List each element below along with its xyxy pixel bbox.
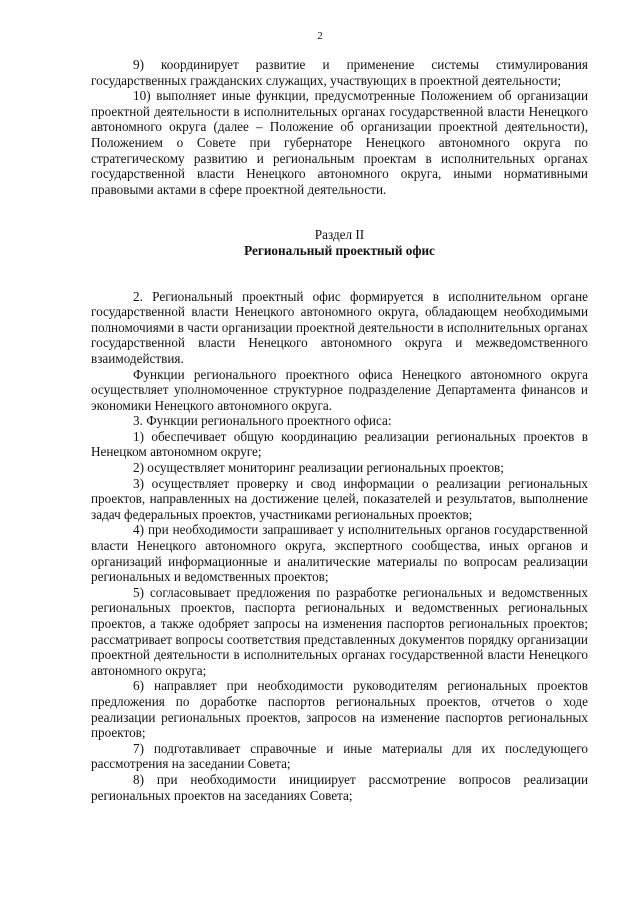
paragraph-function-5: 5) согласовывает предложения по разработке региональных и ведомственных региональных проектов, паспорта региональных и ведомственных региональных проектов, а также одобряет запросы на изменения паспортов региональных проектов; рассматривает вопросы соответствия представленных документов порядку организации проектной деятельности в исполнительных органах государственной власти Ненецкого автономного округа; xyxy=(91,584,588,678)
paragraph-function-6: 6) направляет при необходимости руководителям региональных проектов предложения по доработке паспортов региональных проектов, отчетов о ходе реализации региональных проектов, запросов на изменение паспортов региональных проектов; xyxy=(91,678,588,741)
page-number: 2 xyxy=(317,30,323,42)
section-title: Региональный проектный офис xyxy=(244,242,435,258)
paragraph-function-8: 8) при необходимости инициирует рассмотрение вопросов реализации региональных проектов на заседаниях Совета; xyxy=(91,771,588,803)
section-label: Раздел II xyxy=(314,227,365,243)
paragraph-item-10: 10) выполняет иные функции, предусмотренные Положением об организации проектной деятельности в исполнительных органах государственной власти Ненецкого автономного округа (далее – Положение об организации проектной деятельности), Положением о Совете при губернаторе Ненецкого автономного округа по стратегическому развитию и региональным проектам в исполнительных органах государственной власти Ненецкого автономного округа, иными нормативными правовыми актами в сфере проектной деятельности. xyxy=(91,88,588,197)
paragraph-function-2: 2) осуществляет мониторинг реализации региональных проектов; xyxy=(133,460,504,476)
paragraph-clause-3: 3. Функции регионального проектного офиса: xyxy=(133,413,392,429)
paragraph-function-4: 4) при необходимости запрашивает у исполнительных органов государственной власти Ненецкого автономного округа, экспертного сообщества, иных органов и организаций информационные и аналитические материалы по вопросам реализации региональных и ведомственных проектов; xyxy=(91,522,588,585)
paragraph-function-3: 3) осуществляет проверку и свод информации о реализации региональных проектов, направленных на достижение целей, показателей и результатов, выполнение задач федеральных проектов, участниками региональных проектов; xyxy=(91,475,588,522)
document-body xyxy=(91,57,588,803)
paragraph-function-1: 1) обеспечивает общую координацию реализации региональных проектов в Ненецком автономном округе; xyxy=(91,428,588,460)
paragraph-item-9: 9) координирует развитие и применение системы стимулирования государственных гражданских служащих, участвующих в проектной деятельности; xyxy=(91,57,588,88)
paragraph-office-functions-note: Функции регионального проектного офиса Ненецкого автономного округа осуществляет уполномоченное структурное подразделение Департамента финансов и экономики Ненецкого автономного округа. xyxy=(91,366,588,413)
paragraph-function-7: 7) подготавливает справочные и иные материалы для их последующего рассмотрения на заседании Совета; xyxy=(91,740,588,772)
paragraph-clause-2: 2. Региональный проектный офис формируется в исполнительном органе государственной власти Ненецкого автономного округа, обладающем необходимыми полномочиями в части организации проектной деятельности в исполнительных органах государственной власти Ненецкого автономного округа и межведомственного взаимодействия. xyxy=(91,288,588,366)
